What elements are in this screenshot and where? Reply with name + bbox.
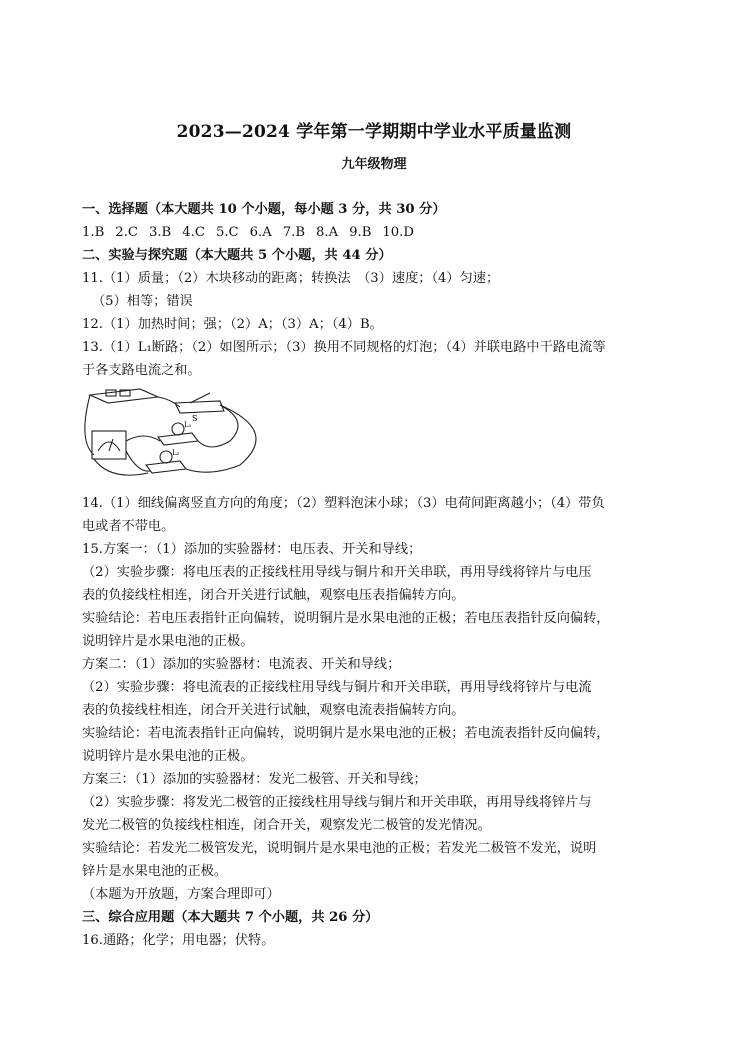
ammeter-needle xyxy=(109,439,113,451)
section1-heading: 一、选择题（本大题共 10 个小题，每小题 3 分，共 30 分） xyxy=(82,202,446,217)
answer-q16: 16.通路；化学；用电器；伏特。 xyxy=(82,933,275,948)
answer-q15-line: （2）实验步骤：将电流表的正接线柱用导线与铜片和开关串联，再用导线将锌片与电流 xyxy=(82,680,592,695)
answer-q14: 14.（1）细线偏离竖直方向的角度；（2）塑料泡沫小球；（3）电荷间距离越小；（4）带负 xyxy=(82,496,605,511)
circuit-diagram xyxy=(80,381,322,487)
mc-answer: 3.B xyxy=(148,225,172,240)
ammeter-body xyxy=(92,431,126,459)
switch-base xyxy=(175,401,224,413)
answer-q15-note: （本题为开放题，方案合理即可） xyxy=(82,887,280,902)
answer-q15-line: （2）实验步骤：将发光二极管的正接线柱用导线与铜片和开关串联，再用导线将锌片与 xyxy=(82,795,592,810)
mc-answer: 2.C xyxy=(115,225,138,240)
answer-q15-line: 实验结论：若电流表指针正向偏转，说明铜片是水果电池的正极；若电流表指针反向偏转， xyxy=(82,726,610,741)
mc-answer: 9.B xyxy=(349,225,372,240)
answer-q11: 11.（1）质量；（2）木块移动的距离；转换法 （3）速度；（4）匀速； xyxy=(82,271,500,286)
document-subtitle: 九年级物理 xyxy=(341,157,407,172)
answer-q15-line: 说明锌片是水果电池的正极。 xyxy=(82,634,254,649)
answer-q13: 13.（1）L₁断路；（2）如图所示；（3）换用不同规格的灯泡；（4）并联电路中干路电流等 xyxy=(82,340,606,355)
answer-q15-line: 表的负接线柱相连，闭合开关进行试触，观察电流表指偏转方向。 xyxy=(82,703,465,718)
switch-label: S xyxy=(192,414,198,423)
section2-heading: 二、实验与探究题（本大题共 5 个小题，共 44 分） xyxy=(82,248,392,263)
answer-q15-line: 方案三：（1）添加的实验器材：发光二极管、开关和导线； xyxy=(82,772,427,787)
answer-q15-line: （2）实验步骤：将电压表的正接线柱用导线与铜片和开关串联，再用导线将锌片与电压 xyxy=(82,565,592,580)
wire xyxy=(85,395,94,455)
wire xyxy=(94,459,148,475)
lamp1-label: L₁ xyxy=(184,421,192,429)
answer-q15-line: 实验结论：若电压表指针正向偏转，说明铜片是水果电池的正极；若电压表指针反向偏转， xyxy=(82,611,610,626)
answer-q15-line: 方案二：（1）添加的实验器材：电流表、开关和导线； xyxy=(82,657,401,672)
lamp2-label: L₂ xyxy=(172,449,180,457)
answer-q11-cont: （5）相等；错误 xyxy=(92,294,193,309)
answer-q15-line: 实验结论：若发光二极管发光，说明铜片是水果电池的正极；若发光二极管不发光，说明 xyxy=(82,841,597,856)
answer-q12: 12.（1）加热时间；强；（2）A；（3）A；（4）B。 xyxy=(82,317,383,332)
answer-q15-line: 锌片是水果电池的正极。 xyxy=(82,864,228,879)
document-title: 2023—2024 学年第一学期期中学业水平质量监测 xyxy=(176,122,572,142)
answer-q15-line: 表的负接线柱相连，闭合开关进行试触，观察电压表指偏转方向。 xyxy=(82,588,465,603)
mc-answer: 8.A xyxy=(316,225,339,240)
answer-q15-line: 说明锌片是水果电池的正极。 xyxy=(82,749,254,764)
section3-heading: 三、综合应用题（本大题共 7 个小题，共 26 分） xyxy=(82,910,379,925)
answer-q15-line: 15.方案一：（1）添加的实验器材：电压表、开关和导线； xyxy=(82,542,422,557)
mc-answer: 1.B xyxy=(82,225,105,240)
mc-answer: 10.D xyxy=(382,225,414,240)
mc-answer-list xyxy=(82,221,672,244)
wire xyxy=(126,451,150,471)
lamp2-bulb xyxy=(160,451,172,463)
answer-q15-line: 发光二极管的负接线柱相连，闭合开关，观察发光二极管的发光情况。 xyxy=(82,818,491,833)
mc-answer: 7.B xyxy=(282,225,306,240)
wire xyxy=(126,436,160,441)
answer-q13-cont: 于各支路电流之和。 xyxy=(82,363,201,378)
lamp1-bulb xyxy=(172,423,184,435)
mc-answer: 6.A xyxy=(249,225,272,240)
mc-answer: 5.C xyxy=(215,225,239,240)
answer-q14-cont: 电或者不带电。 xyxy=(82,519,175,534)
mc-answer: 4.C xyxy=(182,225,205,240)
